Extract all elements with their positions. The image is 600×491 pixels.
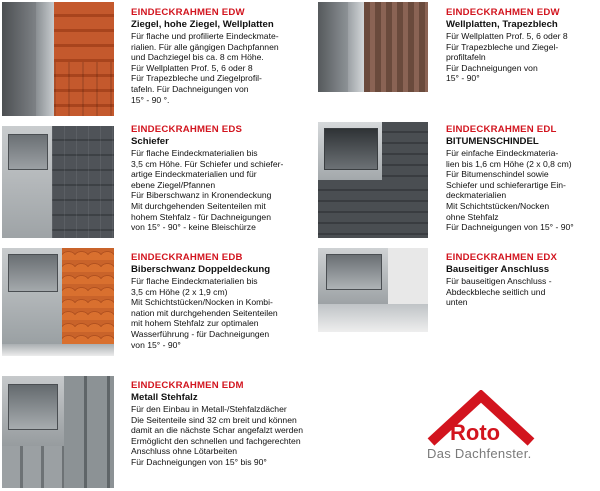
- desc-line: Für Wellplatten Prof. 5, 6 oder 8: [446, 31, 568, 41]
- photo-edl-bitumen: [318, 122, 428, 238]
- desc-line: Für Trapezbleche und Ziegelprofil-: [131, 73, 262, 84]
- product-code: EINDECKRAHMEN EDB: [131, 252, 243, 263]
- product-code: EINDECKRAHMEN EDX: [446, 252, 558, 263]
- desc-line: 15° - 90°: [446, 73, 480, 84]
- desc-line: hohem Stehfalz - für Dachneigungen: [131, 211, 271, 222]
- desc-line: Mit Schichtstücken/Nocken: [446, 200, 550, 211]
- product-title: Bauseitiger Anschluss: [446, 264, 550, 275]
- photo-eds-schiefer: [2, 126, 114, 238]
- desc-line: mit hohem Stehfalz zur optimalen: [131, 318, 259, 329]
- desc-line: Für flache Eindeckmaterialien bis: [131, 148, 258, 158]
- photo-edm-metall: [2, 376, 114, 488]
- desc-line: Mit Schichtstücken/Nocken in Kombi-: [131, 297, 273, 308]
- desc-line: profiltafeln: [446, 52, 486, 63]
- brand-name: Roto: [450, 420, 501, 445]
- desc-line: Für Trapezbleche und Ziegel-: [446, 41, 559, 52]
- product-title: Ziegel, hohe Ziegel, Wellplatten: [131, 19, 274, 30]
- product-edw-ziegel: [131, 7, 306, 105]
- tagline: Das Dachfenster.: [427, 446, 532, 461]
- desc-line: von 15° - 90° - keine Bleischürze: [131, 222, 256, 233]
- desc-line: deckmaterialien: [446, 190, 507, 201]
- product-code: EINDECKRAHMEN EDS: [131, 124, 243, 135]
- product-eds-schiefer: [131, 124, 311, 233]
- desc-line: Für Bitumenschindel sowie: [446, 169, 549, 180]
- product-code: EINDECKRAHMEN EDW: [446, 7, 560, 18]
- desc-line: 3,5 cm Höhe. Für Schiefer und schiefer-: [131, 158, 284, 169]
- desc-line: Schiefer und schieferartige Ein-: [446, 179, 566, 190]
- desc-line: Für Dachneigungen von 15° bis 90°: [131, 456, 267, 467]
- product-title: Biberschwanz Doppeldeckung: [131, 264, 271, 275]
- desc-line: und Dachziegel bis ca. 8 cm Höhe.: [131, 52, 264, 63]
- photo-edx-bauseitig: [318, 248, 428, 332]
- product-title: BITUMENSCHINDEL: [446, 136, 539, 147]
- product-code: EINDECKRAHMEN EDL: [446, 124, 557, 135]
- desc-line: tafeln. Für Dachneigungen von: [131, 83, 249, 94]
- desc-line: Mit durchgehenden Seitenteilen mit: [131, 200, 266, 211]
- desc-line: 3,5 cm Höhe (2 x 1,9 cm): [131, 286, 228, 297]
- desc-line: Für Wellplatten Prof. 5, 6 oder 8: [131, 62, 253, 73]
- desc-line: damit an die nächste Schar angefalzt werden: [131, 425, 303, 436]
- desc-line: Für flache Eindeckmaterialien bis: [131, 276, 258, 286]
- photo-edw-wellplatten: [318, 2, 428, 92]
- desc-line: ebene Ziegel/Pfannen: [131, 179, 216, 190]
- product-code: EINDECKRAHMEN EDW: [131, 7, 245, 18]
- desc-line: Für flache und profilierte Eindeckmate-: [131, 31, 279, 41]
- photo-edb-biberschwanz: [2, 248, 114, 356]
- desc-line: ohne Stehfalz: [446, 211, 499, 222]
- product-edm-metall: [131, 380, 331, 468]
- desc-line: Für den Einbau in Metall-/Stehfalzdächer: [131, 404, 287, 414]
- product-code: EINDECKRAHMEN EDM: [131, 380, 244, 391]
- product-edx-bauseitig: [446, 252, 596, 308]
- desc-line: von 15° - 90°: [131, 339, 181, 350]
- desc-line: Anschluss ohne Lötarbeiten: [131, 446, 238, 457]
- desc-line: Ermöglicht den schnellen und fachgerechten: [131, 435, 301, 446]
- desc-line: Für Dachneigungen von: [446, 62, 538, 73]
- desc-line: 15° - 90 °.: [131, 94, 170, 105]
- desc-line: nation mit durchgehenden Seitenteilen: [131, 307, 278, 318]
- desc-line: Für bauseitigen Anschluss -: [446, 276, 552, 286]
- photo-edw-ziegel: [2, 2, 114, 116]
- product-title: Wellplatten, Trapezblech: [446, 19, 558, 30]
- desc-line: lien bis 1,6 cm Höhe (2 x 0,8 cm): [446, 158, 572, 169]
- desc-line: rialien. Für alle gängigen Dachpfannen: [131, 41, 279, 52]
- desc-line: Für Dachneigungen von 15° - 90°: [446, 222, 574, 233]
- product-title: Schiefer: [131, 136, 169, 147]
- product-edw-wellplatten: [446, 7, 596, 84]
- desc-line: Die Seitenteile sind 32 cm breit und können: [131, 414, 297, 425]
- desc-line: artige Eindeckmaterialien und für: [131, 169, 257, 180]
- desc-line: Abdeckbleche seitlich und: [446, 286, 546, 297]
- desc-line: Wasserführung - für Dachneigungen: [131, 328, 270, 339]
- product-title: Metall Stehfalz: [131, 392, 198, 403]
- desc-line: Für Biberschwanz in Kronendeckung: [131, 190, 272, 201]
- desc-line: unten: [446, 297, 468, 308]
- product-edb-biberschwanz: [131, 252, 311, 350]
- product-edl-bitumen: [446, 124, 598, 233]
- desc-line: Für einfache Eindeckmateria-: [446, 148, 559, 158]
